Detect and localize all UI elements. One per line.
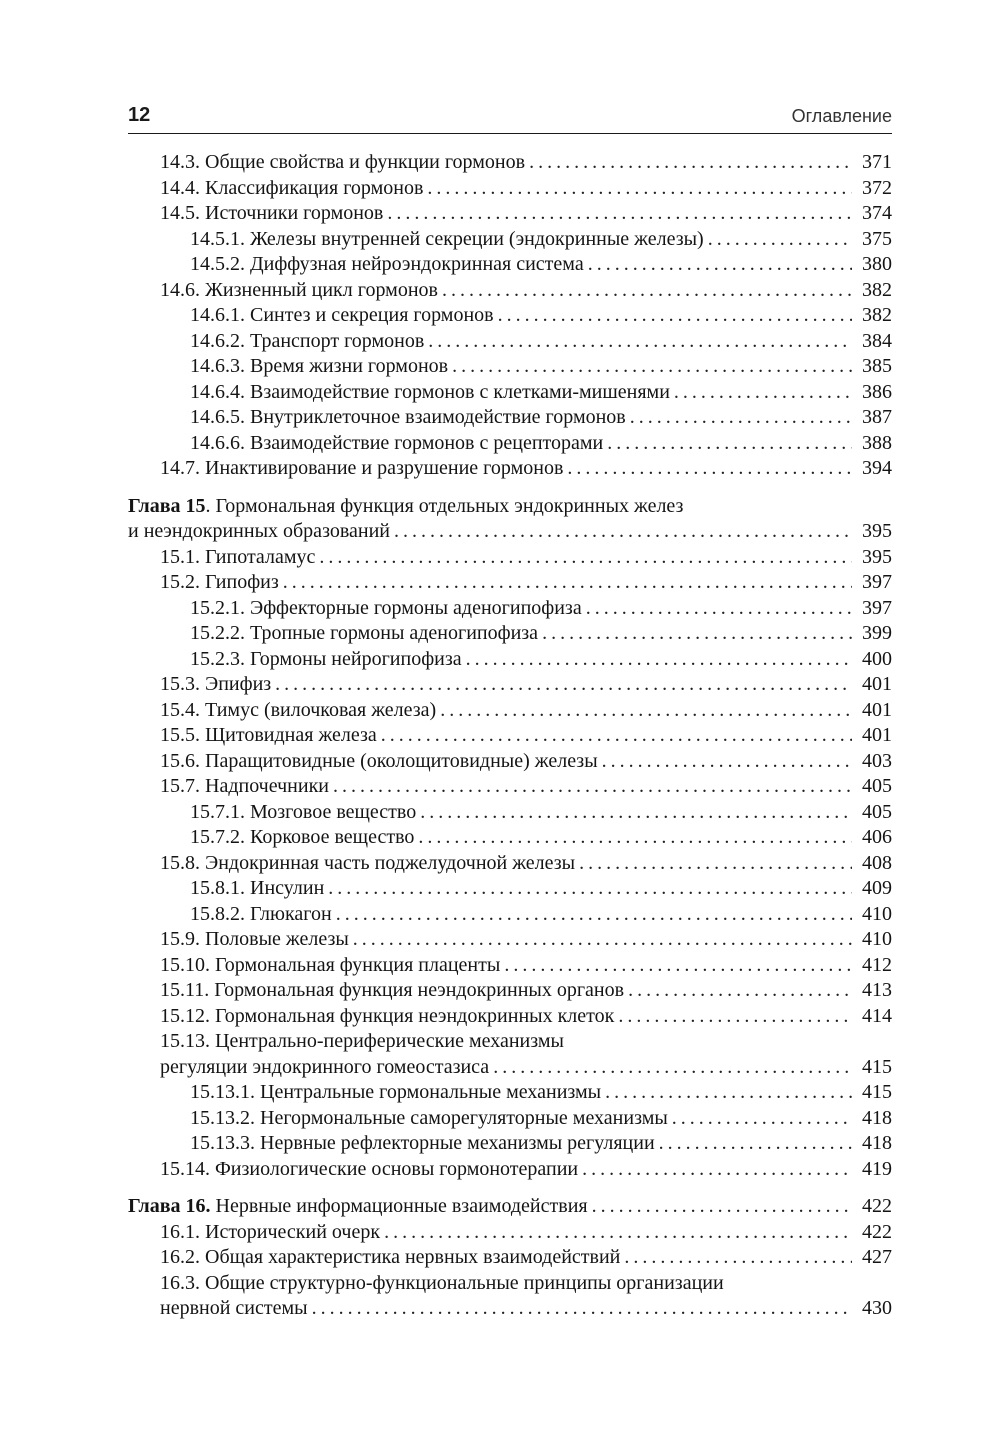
toc-entry-text: 14.6. Жизненный цикл гормонов [160,278,438,301]
toc-entry-text: 15.13. Центрально-периферические механизмы [160,1030,564,1052]
toc-entry-title [160,698,436,724]
toc-entry-title [190,800,416,826]
toc-entry-text: 15.7.2. Корковое вещество [190,826,415,848]
toc-entry[interactable] [128,621,892,647]
toc-entry[interactable] [128,431,892,457]
dot-leader [605,1080,852,1106]
toc-entry-text: . Гормональная функция отдельных эндокринных желез [205,494,684,517]
toc-entry[interactable] [128,456,892,482]
dot-leader [493,1055,852,1081]
toc-entry[interactable] [128,176,892,202]
toc-entry[interactable] [128,1106,892,1132]
toc-entry[interactable] [128,774,892,800]
dot-leader [674,380,852,406]
toc-page-number: 385 [862,355,892,377]
toc-entry-text: 15.12. Гормональная функция неэндокринных клеток [160,1004,615,1027]
toc-page-number: 395 [862,545,892,568]
dot-leader [582,1157,852,1183]
toc-entry-title [190,902,332,928]
dot-leader [529,150,852,176]
toc-page-number: 372 [862,176,892,199]
toc-entry-title [190,1106,668,1132]
toc-entry-text: 14.5.2. Диффузная нейроэндокринная система [190,253,584,275]
toc-entry[interactable] [128,329,892,355]
toc-entry-title [160,278,438,304]
toc-entry[interactable] [128,647,892,673]
toc-page-number: 418 [862,1132,892,1154]
toc-entry-text: 14.6.1. Синтез и секреция гормонов [190,304,494,326]
toc-entry-text: Нервные информационные взаимодействия [210,1195,588,1217]
dot-leader [319,545,852,571]
toc-entry-text: 15.5. Щитовидная железа [160,724,377,746]
toc-entry-title [160,978,624,1004]
dot-leader [442,278,852,304]
dot-leader [452,354,852,380]
toc-entry-title [160,1296,308,1322]
toc-entry[interactable] [128,252,892,278]
dot-leader [283,570,852,596]
toc-entry-title [190,647,462,673]
toc-page-number: 397 [862,596,892,619]
dot-leader [328,876,852,902]
toc-entry-title [160,545,315,571]
toc-entry-text: 15.13.1. Центральные гормональные механизмы [190,1081,602,1103]
toc-entry[interactable] [128,1004,892,1030]
toc-entry-title [160,150,525,176]
toc-entry[interactable] [128,723,892,749]
toc-entry[interactable] [128,876,892,902]
toc-entry[interactable] [128,405,892,431]
toc-entry-text: 14.6.6. Взаимодействие гормонов с рецепторами [190,431,604,454]
dot-leader [542,621,852,647]
dot-leader [418,825,852,851]
dot-leader [602,749,852,775]
toc-entry-text: и неэндокринных образований [128,520,391,542]
dot-leader [394,519,852,545]
toc-entry-title [190,329,424,355]
toc-page-number: 406 [862,826,892,848]
toc-page-number: 409 [862,877,892,899]
toc-page-number: 413 [862,979,892,1001]
dot-leader [672,1106,852,1132]
toc-page-number: 408 [862,851,892,874]
toc-entry-title [160,1245,620,1271]
toc-entry[interactable] [128,927,892,953]
toc-entry[interactable] [128,698,892,724]
toc-entry-text: 15.8.1. Инсулин [190,877,325,899]
toc-entry[interactable] [128,1029,892,1055]
toc-entry-title [190,405,626,431]
toc-entry-text: 15.13.3. Нервные рефлекторные механизмы регуляции [190,1132,655,1154]
toc-entry-text: 15.2.3. Гормоны нейрогипофиза [190,647,462,670]
dot-leader [567,456,852,482]
toc-page-number: 395 [862,520,892,542]
toc-page-number: 415 [862,1081,892,1103]
toc-entry-title [160,201,383,227]
dot-leader [275,672,852,698]
toc-entry-text: 15.2.2. Тропные гормоны аденогипофиза [190,622,539,644]
toc-entry-title [160,672,271,698]
toc-entry-text: 15.8.2. Глюкагон [190,902,332,925]
dot-leader [618,1004,852,1030]
dot-leader [630,405,852,431]
toc-entry-text: 15.7. Надпочечники [160,775,330,797]
toc-entry-title [128,519,390,545]
toc-page-number: 384 [862,329,892,352]
toc-page-number: 401 [862,724,892,746]
toc-page-number: 414 [862,1004,892,1027]
toc-entry-title [190,303,494,329]
dot-leader [312,1296,852,1322]
toc-entry[interactable] [128,1220,892,1246]
toc-entry-title [190,1080,601,1106]
toc-entry[interactable] [128,1055,892,1081]
toc-entry[interactable] [128,570,892,596]
toc-page-number: 375 [862,227,892,250]
toc-page-number: 410 [862,928,892,950]
dot-leader [586,596,852,622]
dot-leader [466,647,852,673]
toc-entry[interactable] [128,825,892,851]
dot-leader [387,201,852,227]
toc-entry-text: 15.4. Тимус (вилочковая железа) [160,698,437,721]
toc-page-number: 401 [862,673,892,695]
toc-page-number: 400 [862,647,892,670]
toc-entry-text: 14.7. Инактивирование и разрушение гормонов [160,457,564,479]
toc-page-number: 397 [862,571,892,593]
dot-leader [427,176,852,202]
chapter-label: Глава 15 [128,494,206,517]
toc-entry-title [160,570,279,596]
toc-entry-title [160,953,500,979]
toc-page-number: 415 [862,1055,892,1078]
toc-page-number: 382 [862,278,892,301]
toc-entry-text: регуляции эндокринного гомеостазиса [160,1055,490,1078]
toc-entry[interactable] [128,494,892,520]
toc-entry[interactable] [128,354,892,380]
toc-entry-text: 15.2. Гипофиз [160,571,279,593]
toc-entry-title [190,1131,655,1157]
toc-entry-text: 15.9. Половые железы [160,928,349,950]
toc-page-number: 422 [862,1195,892,1217]
toc-entry[interactable] [128,749,892,775]
toc-entry[interactable] [128,1271,892,1297]
toc-page-number: 382 [862,304,892,326]
toc-entry-text: 14.5. Источники гормонов [160,202,384,224]
toc-entry[interactable] [128,953,892,979]
toc-page-number: 371 [862,151,892,173]
toc-entry-text: 14.5.1. Железы внутренней секреции (эндокринные железы) [190,227,704,250]
dot-leader [624,1245,852,1271]
dot-leader [498,303,852,329]
dot-leader [353,927,852,953]
toc-entry-text: 14.6.2. Транспорт гормонов [190,329,425,352]
toc-entry-text: 14.4. Классификация гормонов [160,176,424,199]
toc-page-number: 418 [862,1106,892,1129]
toc-entry-title [190,621,538,647]
dot-leader [588,252,852,278]
toc-page-number: 430 [862,1297,892,1319]
toc-entry-title [190,354,448,380]
toc-entry-title [160,1157,578,1183]
toc-page-number: 405 [862,800,892,823]
toc-entry-title [160,176,423,202]
toc-entry-title [160,1271,724,1297]
toc-page-number: 422 [862,1220,892,1243]
dot-leader [440,698,852,724]
toc-entry-text: нервной системы [160,1297,308,1319]
toc-entry[interactable] [128,596,892,622]
toc-page-number: 410 [862,902,892,925]
toc-entry[interactable] [128,1245,892,1271]
toc-entry-text: 14.6.4. Взаимодействие гормонов с клетками-мишенями [190,380,670,403]
toc-entry[interactable] [128,303,892,329]
page-header [128,104,892,132]
toc-entry[interactable] [128,851,892,877]
dot-leader [420,800,852,826]
toc-page-number: 427 [862,1246,892,1268]
toc-entry-title [190,825,414,851]
toc-entry-text: 15.2.1. Эффекторные гормоны аденогипофиза [190,596,582,619]
section-gap [128,482,892,494]
toc-entry[interactable] [128,1157,892,1183]
toc-page-number: 401 [862,698,892,721]
dot-leader [336,902,852,928]
toc-entry-text: 15.7.1. Мозговое вещество [190,800,417,823]
toc-page-number: 412 [862,953,892,976]
toc-entry-text: 15.13.2. Негормональные саморегуляторные механизмы [190,1106,668,1129]
dot-leader [504,953,852,979]
toc-entry-text: 15.6. Паращитовидные (околощитовидные) железы [160,749,598,772]
toc-entry-title [190,876,324,902]
dot-leader [333,774,852,800]
dot-leader [579,851,852,877]
toc-entry-text: 15.14. Физиологические основы гормонотерапии [160,1157,579,1180]
toc-entry-text: 15.8. Эндокринная часть поджелудочной железы [160,851,576,874]
toc-entry[interactable] [128,201,892,227]
dot-leader [381,723,852,749]
toc-entry[interactable] [128,1194,892,1220]
header-rule [128,133,892,134]
toc-entry-text: 14.6.3. Время жизни гормонов [190,355,449,377]
toc-entry[interactable] [128,227,892,253]
toc-entry-text: 15.10. Гормональная функция плаценты [160,953,501,976]
toc-entry[interactable] [128,672,892,698]
toc-entry-title [160,723,377,749]
toc-entry[interactable] [128,519,892,545]
toc-entry-title [160,1055,489,1081]
toc-entry[interactable] [128,1080,892,1106]
toc-entry[interactable] [128,545,892,571]
dot-leader [708,227,852,253]
toc-entry-title [160,851,575,877]
toc-entry-text: 14.3. Общие свойства и функции гормонов [160,151,526,173]
toc-entry-title [190,431,603,457]
toc-page-number: 403 [862,749,892,772]
toc-entry-text: 15.1. Гипоталамус [160,545,316,568]
toc-entry-title [128,1194,588,1220]
toc-page-number: 394 [862,457,892,479]
toc-entry-text: 16.2. Общая характеристика нервных взаимодействий [160,1246,621,1268]
toc-entry[interactable] [128,278,892,304]
toc-page-number: 419 [862,1157,892,1180]
toc-entry-title [160,1029,564,1055]
dot-leader [592,1194,852,1220]
toc-page-number: 387 [862,406,892,428]
toc-entry-title [190,596,582,622]
toc-entry[interactable] [128,800,892,826]
toc-entry-title [190,380,670,406]
toc-entry[interactable] [128,380,892,406]
toc-entry-text: 16.1. Исторический очерк [160,1220,381,1243]
toc-entry-title [160,774,329,800]
toc-entry-title [160,1004,614,1030]
dot-leader [428,329,852,355]
toc-entry-title [160,927,349,953]
toc-entry[interactable] [128,1296,892,1322]
toc-entry[interactable] [128,978,892,1004]
toc-page-number: 388 [862,431,892,454]
running-title: Оглавление [791,106,892,126]
table-of-contents [128,150,892,1322]
dot-leader [384,1220,852,1246]
toc-entry-title [160,1220,380,1246]
toc-page-number: 405 [862,775,892,797]
toc-page-number: 386 [862,380,892,403]
toc-entry-title [190,227,704,253]
dot-leader [607,431,852,457]
toc-entry-text: 15.3. Эпифиз [160,673,272,695]
toc-entry-title [128,494,683,520]
toc-entry-title [190,252,584,278]
chapter-label: Глава 16. [128,1195,211,1217]
toc-entry-text: 15.11. Гормональная функция неэндокринных органов [160,979,625,1001]
toc-page-number: 374 [862,202,892,224]
toc-entry-text: 14.6.5. Внутриклеточное взаимодействие гормонов [190,406,626,428]
section-gap [128,1182,892,1194]
toc-page-number: 380 [862,253,892,275]
toc-page-number: 399 [862,622,892,644]
dot-leader [628,978,852,1004]
toc-entry-title [160,749,598,775]
toc-entry[interactable] [128,902,892,928]
dot-leader [659,1131,852,1157]
toc-entry[interactable] [128,150,892,176]
toc-entry[interactable] [128,1131,892,1157]
toc-entry-title [160,456,563,482]
page-number: 12 [128,104,151,126]
toc-entry-text: 16.3. Общие структурно-функциональные принципы организации [160,1271,724,1294]
